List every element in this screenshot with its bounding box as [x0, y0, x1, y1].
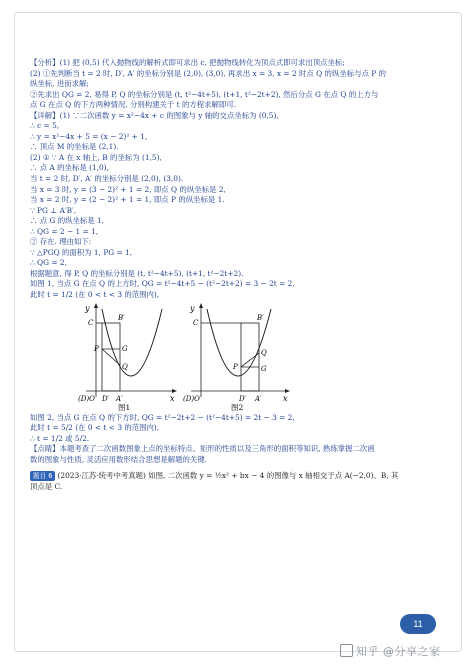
label-p: P [233, 362, 238, 371]
analysis-line: 点 G 在点 Q 的下方两种情况, 分别构建关于 t 的方程求解即可. [30, 100, 237, 110]
label-origin: (D)O [78, 394, 95, 403]
solution-line: ∴ 点 G 的纵坐标是 1, [30, 216, 105, 226]
question-text: (2023·江苏·统考中考真题) 如图, 二次函数 y = ½x² + bx − 4 的图像与 x 轴相交于点 A(−2,0)、B, 其 [57, 471, 399, 481]
question-line-1 [30, 471, 448, 482]
figure-1-caption: 图1 [118, 402, 131, 411]
solution-line: ∴ y = x²−4x + 5 = (x − 2)² + 1, [30, 131, 148, 141]
comment-line: 数的图象与性质, 灵活应用数形结合思想是解题的关键. [30, 454, 208, 464]
label-a-prime: A′ [255, 394, 262, 403]
solution-line: ∵ PG ⊥ A′B′, [30, 205, 77, 215]
solution-line: 当 x = 2 时, y = (2 − 2)² + 1 = 1, 即点 P 的纵坐标是 1. [30, 195, 225, 205]
figure-2-diagram [183, 303, 293, 411]
solution-line: ∴ QG = 2 − 1 = 1, [30, 226, 99, 236]
solution-line: 如图 2, 当点 G 在点 Q 的下方时, QG = t²−2t+2 − (t²−4t+5) = 2t − 3 = 2, [30, 412, 295, 422]
label-c: C [88, 318, 94, 327]
x-axis-arrow [172, 389, 177, 393]
question-line-2: 顶点是 C. [30, 481, 63, 491]
label-d-prime: D′ [239, 394, 247, 403]
label-p: P [94, 344, 99, 353]
moved-rectangle [241, 323, 259, 391]
label-b-prime: B′ [118, 313, 125, 322]
solution-line: ② 存在. 理由如下: [30, 237, 92, 247]
analysis-line: (2) ①先判断当 t = 2 时, D′, A′ 的坐标分别是 (2,0), (3,0), 再求出 x = 3, x = 2 时点 Q 的纵坐标与点 P 的 [30, 68, 386, 78]
label-origin: (D)O [183, 394, 200, 403]
analysis-line: 【分析】(1) 把 (0,5) 代入抛物线的解析式即可求出 c, 把抛物线转化为顶点式即可求出顶点坐标; [30, 58, 345, 67]
solution-line: ∴ 点 A 的坐标是 (1,0), [30, 163, 109, 173]
solution-line: 根据题意, 得 P, Q 的坐标分别是 (t, t²−4t+5), (t+1, t²−2t+2). [30, 268, 244, 278]
solution-line: 当 t = 2 时, D′, A′ 的坐标分别是 (2,0), (3,0). [30, 174, 184, 184]
label-g: G [122, 344, 128, 353]
zhihu-logo-icon [340, 644, 353, 657]
x-axis-arrow [285, 389, 290, 393]
x-label: x [170, 393, 175, 403]
label-q: Q [122, 362, 128, 371]
solution-line: ∴ 顶点 M 的坐标是 (2,1). [30, 142, 119, 152]
label-g: G [261, 364, 267, 373]
figure-1-diagram [78, 303, 178, 411]
comment-line: 【点睛】本题考查了二次函数图象上点的坐标特点、矩形的性质以及三角形的面积等知识, 熟练掌握二次函 [30, 444, 375, 454]
solution-content [30, 58, 448, 492]
page-number: 11 [400, 614, 436, 634]
y-label: y [190, 303, 195, 313]
y-label: y [85, 303, 90, 313]
solution-line: ∴ t = 1/2 或 5/2. [30, 433, 90, 443]
watermark-text: 知乎 @分享之家 [356, 645, 441, 658]
solution-line: 如图 1, 当点 G 在点 Q 的上方时, QG = t²−4t+5 − (t²−2t+2) = 3 − 2t = 2, [30, 279, 295, 289]
solution-line: 此时 t = 5/2 (在 0 < t < 3 的范围内), [30, 423, 160, 433]
solution-line: ∴ QG = 2, [30, 258, 67, 268]
x-label: x [283, 393, 288, 403]
analysis-line: 纵坐标, 进而求解; [30, 79, 89, 89]
solution-line: (2) ① ∵ A 在 x 轴上, B 的坐标为 (1,5), [30, 152, 162, 162]
segment-pq [241, 353, 259, 367]
figure-1 [78, 303, 178, 411]
figure-2-caption: 图2 [231, 402, 244, 411]
analysis-line: ②先求出 QG = 2, 易得 P, Q 的坐标分别是 (t, t²−4t+5), (t+1, t²−2t+2), 然后分点 G 在点 Q 的上方与 [30, 89, 379, 99]
solution-line: 此时 t = 1/2 (在 0 < t < 3 的范围内), [30, 290, 160, 300]
y-axis-arrow [199, 303, 203, 308]
figures-row [30, 303, 448, 411]
solution-line: 【详解】(1) ∵二次函数 y = x²−4x + c 的图象与 y 轴的交点坐标为 (0,5), [30, 110, 279, 120]
label-d-prime: D′ [102, 394, 110, 403]
figure-2 [183, 303, 293, 411]
label-a-prime: A′ [116, 394, 123, 403]
question-tag: 题目 6 [30, 471, 55, 481]
solution-line: 当 x = 3 时, y = (3 − 2)² + 1 = 2, 即点 Q 的纵坐标是 2, [30, 184, 226, 194]
parabola-curve [102, 309, 162, 376]
y-axis-arrow [94, 303, 98, 308]
watermark [340, 643, 441, 659]
segment-pq [102, 349, 120, 365]
solution-line: ∴ c = 5, [30, 121, 60, 131]
label-q: Q [261, 348, 267, 357]
label-b-prime: B′ [257, 313, 264, 322]
solution-line: ∵ △PGQ 的面积为 1, PG = 1, [30, 247, 133, 257]
label-c: C [193, 318, 199, 327]
